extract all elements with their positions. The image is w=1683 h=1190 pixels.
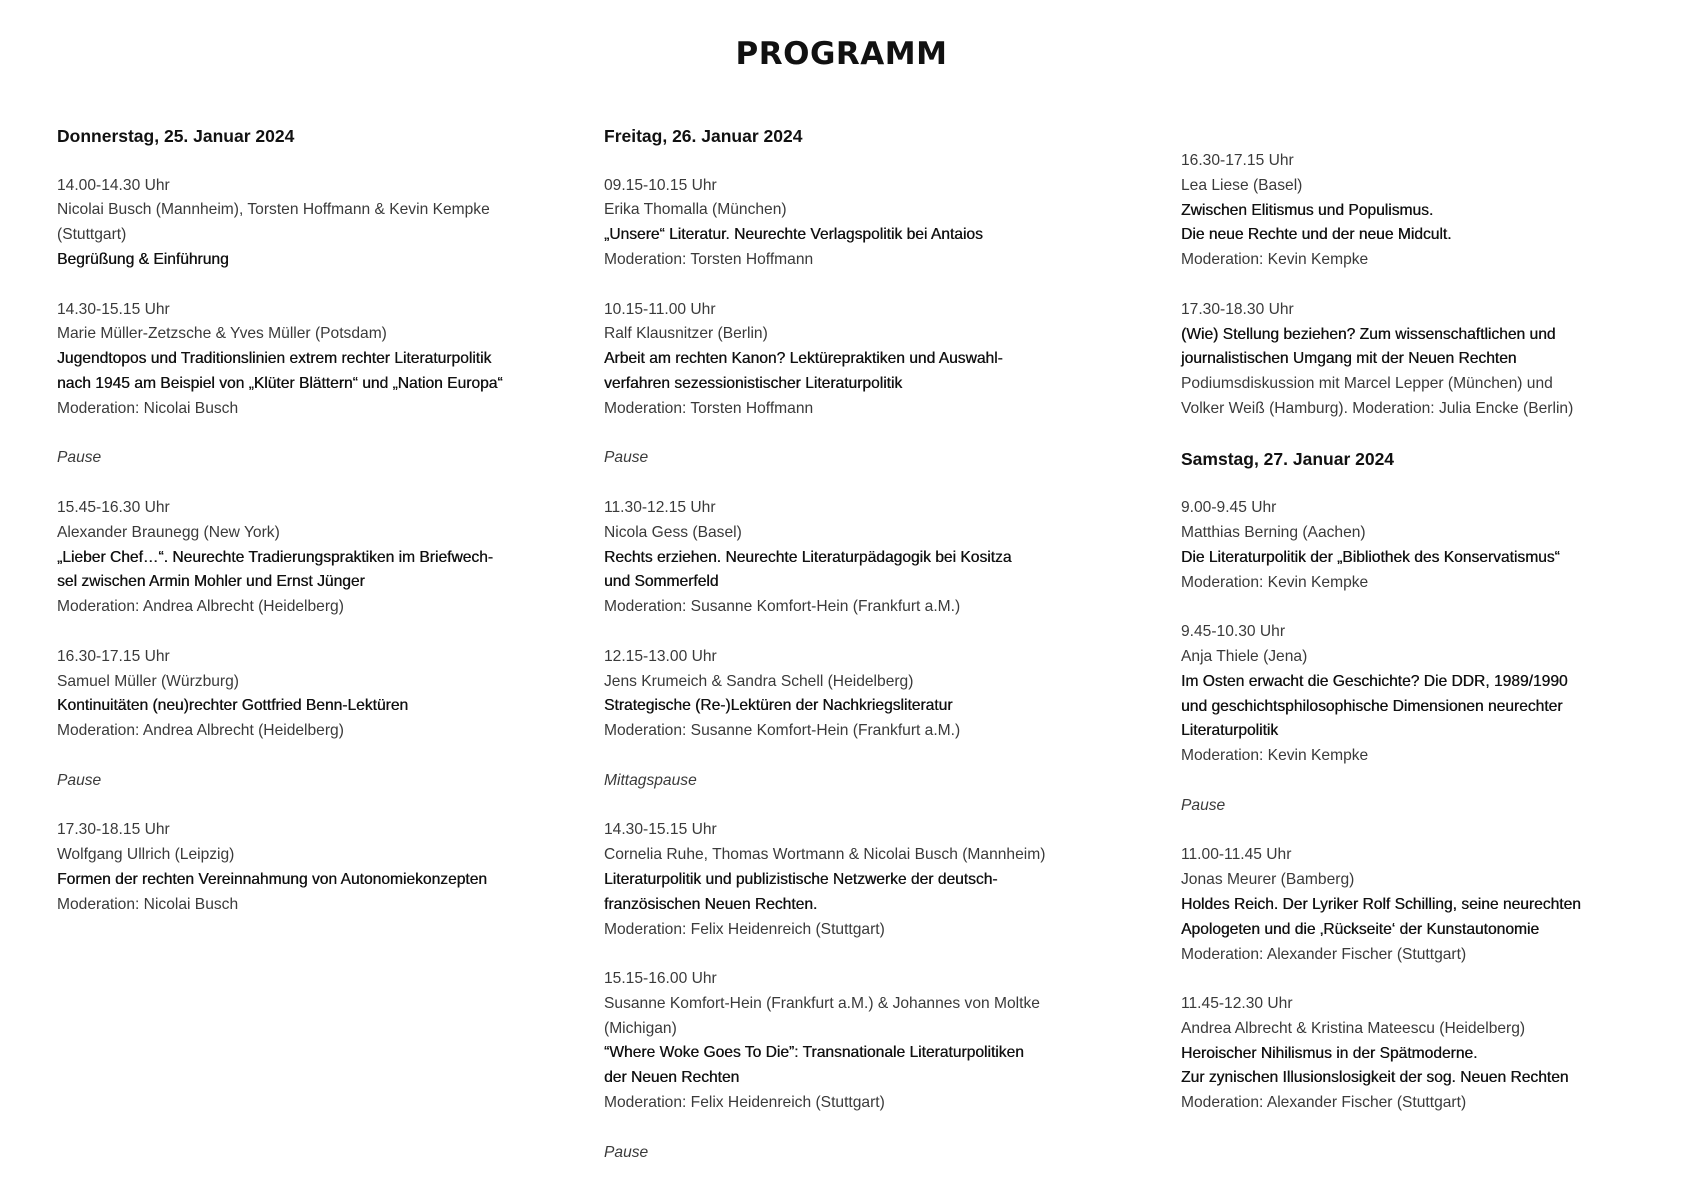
speaker-line: Jonas Meurer (Bamberg) bbox=[1181, 871, 1355, 889]
pause-label: Pause bbox=[1181, 796, 1226, 814]
session-time: 15.45-16.30 Uhr bbox=[57, 498, 170, 516]
talk-title-line: Im Osten erwacht die Geschichte? Die DDR, 1989/1990 bbox=[1181, 672, 1568, 690]
talk-title-line: Rechts erziehen. Neurechte Literaturpädagogik bei Kositza bbox=[604, 548, 1012, 566]
spacer bbox=[57, 744, 562, 769]
moderation-line: Moderation: Nicolai Busch bbox=[57, 895, 239, 913]
session-time: 10.15-11.00 Uhr bbox=[604, 300, 716, 318]
session-time: 09.15-10.15 Uhr bbox=[604, 176, 717, 194]
talk-title-line: und Sommerfeld bbox=[604, 573, 719, 591]
speaker-line: Volker Weiß (Hamburg). Moderation: Julia Encke (Berlin) bbox=[1181, 399, 1574, 417]
talk-title-line: und geschichtsphilosophische Dimensionen neurechter bbox=[1181, 697, 1563, 715]
spacer bbox=[604, 942, 1094, 967]
speaker-line: Podiumsdiskussion mit Marcel Lepper (München) und bbox=[1181, 375, 1553, 393]
talk-title-line: Heroischer Nihilismus in der Spätmoderne. bbox=[1181, 1044, 1478, 1062]
moderation-line: Moderation: Alexander Fischer (Stuttgart) bbox=[1181, 945, 1467, 963]
spacer bbox=[57, 273, 562, 298]
speaker-line: Susanne Komfort-Hein (Frankfurt a.M.) & Johannes von Moltke bbox=[604, 994, 1040, 1012]
session-time: 12.15-13.00 Uhr bbox=[604, 647, 717, 665]
session-time: 16.30-17.15 Uhr bbox=[57, 647, 170, 665]
program-column-3 bbox=[1181, 149, 1641, 1116]
talk-title-line: Die neue Rechte und der neue Midcult. bbox=[1181, 226, 1452, 244]
talk-title-line: Jugendtopos und Traditionslinien extrem rechter Literaturpolitik bbox=[57, 350, 492, 368]
talk-title-line: Literaturpolitik bbox=[1181, 722, 1279, 740]
spacer bbox=[1181, 595, 1641, 620]
session-time: 9.45-10.30 Uhr bbox=[1181, 623, 1286, 641]
pause-label: Pause bbox=[604, 449, 649, 467]
session-time: 15.15-16.00 Uhr bbox=[604, 970, 717, 988]
talk-title-line: französischen Neuen Rechten. bbox=[604, 895, 818, 913]
session-time: 11.00-11.45 Uhr bbox=[1181, 846, 1292, 864]
moderation-line: Moderation: Nicolai Busch bbox=[57, 399, 239, 417]
moderation-line: Moderation: Susanne Komfort-Hein (Frankfurt a.M.) bbox=[604, 598, 961, 616]
session-time: 14.30-15.15 Uhr bbox=[57, 300, 170, 318]
talk-title-line: (Wie) Stellung beziehen? Zum wissenschaftlichen und bbox=[1181, 325, 1556, 343]
talk-title-line: Begrüßung & Einführung bbox=[57, 250, 229, 268]
talk-title-line: verfahren sezessionistischer Literaturpolitik bbox=[604, 374, 903, 392]
speaker-line: Samuel Müller (Würzburg) bbox=[57, 672, 239, 690]
talk-title-line: Strategische (Re-)Lektüren der Nachkriegsliteratur bbox=[604, 697, 953, 715]
talk-title-line: Holdes Reich. Der Lyriker Rolf Schilling, seine neurechten bbox=[1181, 895, 1581, 913]
moderation-line: Moderation: Felix Heidenreich (Stuttgart) bbox=[604, 920, 885, 938]
session-time: 9.00-9.45 Uhr bbox=[1181, 499, 1277, 517]
session-time: 14.00-14.30 Uhr bbox=[57, 176, 170, 194]
speaker-line: Andrea Albrecht & Kristina Mateescu (Heidelberg) bbox=[1181, 1019, 1526, 1037]
speaker-line: Wolfgang Ullrich (Leipzig) bbox=[57, 846, 235, 864]
pause-label: Mittagspause bbox=[604, 771, 697, 789]
spacer bbox=[57, 471, 562, 496]
moderation-line: Moderation: Felix Heidenreich (Stuttgart) bbox=[604, 1094, 885, 1112]
pause-label: Pause bbox=[604, 1143, 649, 1161]
session-time: 14.30-15.15 Uhr bbox=[604, 821, 717, 839]
session-time: 17.30-18.15 Uhr bbox=[57, 821, 170, 839]
moderation-line: Moderation: Andrea Albrecht (Heidelberg) bbox=[57, 598, 344, 616]
speaker-line: Alexander Braunegg (New York) bbox=[57, 523, 280, 541]
talk-title-line: der Neuen Rechten bbox=[604, 1069, 740, 1087]
moderation-line: Moderation: Kevin Kempke bbox=[1181, 747, 1369, 765]
moderation-line: Moderation: Torsten Hoffmann bbox=[604, 399, 814, 417]
spacer bbox=[604, 1116, 1094, 1141]
spacer bbox=[604, 744, 1094, 769]
page-title: PROGRAMM bbox=[735, 36, 948, 72]
speaker-line: Nicolai Busch (Mannheim), Torsten Hoffmann & Kevin Kempke bbox=[57, 201, 490, 219]
talk-title-line: sel zwischen Armin Mohler und Ernst Jünger bbox=[57, 573, 365, 591]
talk-title-line: Kontinuitäten (neu)rechter Gottfried Benn-Lektüren bbox=[57, 697, 409, 715]
speaker-line: (Michigan) bbox=[604, 1019, 677, 1037]
spacer bbox=[57, 422, 562, 447]
moderation-line: Moderation: Kevin Kempke bbox=[1181, 251, 1369, 269]
talk-title-line: Zwischen Elitismus und Populismus. bbox=[1181, 201, 1434, 219]
talk-title-line: „Unsere“ Literatur. Neurechte Verlagspolitik bei Antaios bbox=[604, 226, 983, 244]
day-heading: Donnerstag, 25. Januar 2024 bbox=[57, 126, 295, 146]
pause-label: Pause bbox=[57, 771, 102, 789]
speaker-line: Marie Müller-Zetzsche & Yves Müller (Potsdam) bbox=[57, 325, 387, 343]
speaker-line: Lea Liese (Basel) bbox=[1181, 176, 1303, 194]
session-time: 16.30-17.15 Uhr bbox=[1181, 152, 1294, 169]
talk-title-line: journalistischen Umgang mit der Neuen Rechten bbox=[1181, 350, 1517, 368]
spacer bbox=[604, 422, 1094, 447]
spacer bbox=[1181, 967, 1641, 992]
speaker-line: Matthias Berning (Aachen) bbox=[1181, 523, 1366, 541]
spacer bbox=[1181, 769, 1641, 794]
speaker-line: (Stuttgart) bbox=[57, 226, 127, 244]
talk-title-line: Formen der rechten Vereinnahmung von Autonomiekonzepten bbox=[57, 870, 487, 888]
session-time: 11.30-12.15 Uhr bbox=[604, 498, 716, 516]
speaker-line: Cornelia Ruhe, Thomas Wortmann & Nicolai Busch (Mannheim) bbox=[604, 846, 1046, 864]
speaker-line: Jens Krumeich & Sandra Schell (Heidelberg) bbox=[604, 672, 914, 690]
talk-title-line: nach 1945 am Beispiel von „Klüter Blättern“ und „Nation Europa“ bbox=[57, 374, 503, 392]
spacer bbox=[604, 794, 1094, 819]
spacer bbox=[604, 273, 1094, 298]
talk-title-line: „Lieber Chef…“. Neurechte Tradierungspraktiken im Briefwech- bbox=[57, 548, 493, 566]
spacer bbox=[604, 471, 1094, 496]
talk-title-line: Die Literaturpolitik der „Bibliothek des Konservatismus“ bbox=[1181, 548, 1560, 566]
moderation-line: Moderation: Alexander Fischer (Stuttgart) bbox=[1181, 1094, 1467, 1112]
talk-title-line: Apologeten und die ‚Rückseite‘ der Kunstautonomie bbox=[1181, 920, 1540, 938]
talk-title-line: Zur zynischen Illusionslosigkeit der sog. Neuen Rechten bbox=[1181, 1069, 1569, 1087]
program-column-1 bbox=[57, 124, 562, 918]
speaker-line: Anja Thiele (Jena) bbox=[1181, 647, 1308, 665]
speaker-line: Nicola Gess (Basel) bbox=[604, 523, 742, 541]
pause-label: Pause bbox=[57, 449, 102, 467]
speaker-line: Ralf Klausnitzer (Berlin) bbox=[604, 325, 768, 343]
talk-title-line: Literaturpolitik und publizistische Netzwerke der deutsch- bbox=[604, 870, 998, 888]
spacer bbox=[57, 794, 562, 819]
spacer bbox=[1181, 422, 1641, 447]
session-time: 11.45-12.30 Uhr bbox=[1181, 995, 1293, 1013]
moderation-line: Moderation: Kevin Kempke bbox=[1181, 573, 1369, 591]
talk-title-line: Arbeit am rechten Kanon? Lektürepraktiken und Auswahl- bbox=[604, 350, 1003, 368]
day-heading: Freitag, 26. Januar 2024 bbox=[604, 126, 803, 146]
spacer bbox=[1181, 273, 1641, 298]
talk-title-line: “Where Woke Goes To Die”: Transnationale Literaturpolitiken bbox=[604, 1044, 1024, 1062]
speaker-line: Erika Thomalla (München) bbox=[604, 201, 787, 219]
spacer bbox=[57, 620, 562, 645]
spacer bbox=[1181, 819, 1641, 844]
day-heading: Samstag, 27. Januar 2024 bbox=[1181, 448, 1395, 469]
moderation-line: Moderation: Torsten Hoffmann bbox=[604, 250, 814, 268]
moderation-line: Moderation: Andrea Albrecht (Heidelberg) bbox=[57, 722, 344, 740]
spacer bbox=[604, 620, 1094, 645]
moderation-line: Moderation: Susanne Komfort-Hein (Frankfurt a.M.) bbox=[604, 722, 961, 740]
program-column-2 bbox=[604, 124, 1094, 1165]
session-time: 17.30-18.30 Uhr bbox=[1181, 300, 1294, 318]
